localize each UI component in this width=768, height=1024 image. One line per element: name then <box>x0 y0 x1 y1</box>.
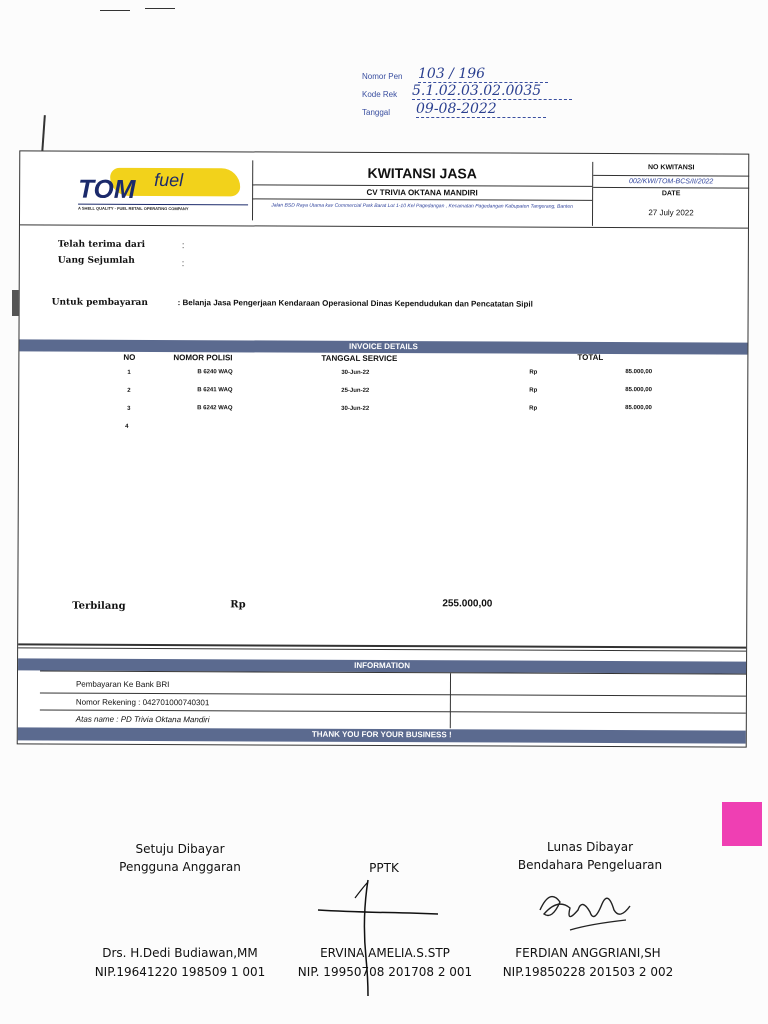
telah-colon: : <box>181 240 185 251</box>
row-rp: Rp <box>529 369 538 376</box>
row-polisi: B 6240 WAQ <box>197 369 233 376</box>
logo-main: TOM <box>78 173 136 204</box>
receipt <box>17 150 750 747</box>
row-tanggal: 25-Jun-22 <box>341 387 370 394</box>
logo-sub: fuel <box>154 169 184 191</box>
col-tanggal-header: TANGGAL SERVICE <box>321 353 398 364</box>
invoice-details-bar: INVOICE DETAILS <box>19 339 747 354</box>
info-atas: Atas name : PD Trivia Oktana Mandiri <box>75 714 210 725</box>
telah-label: Telah terima dari <box>57 239 146 250</box>
terbilang-value: 255.000,00 <box>442 598 493 610</box>
col-no-header: NO <box>123 352 136 362</box>
col-polisi-header: NOMOR POLISI <box>173 353 233 363</box>
pptk-nip: NIP. 19950708 201708 2 001 <box>297 965 473 979</box>
pptk-title: PPTK <box>369 861 399 875</box>
row-rp: Rp <box>529 405 538 412</box>
receipt-header <box>20 159 748 228</box>
information-bar: INFORMATION <box>18 658 746 673</box>
signature-right <box>490 840 690 872</box>
tom-fuel-logo <box>42 160 253 221</box>
row-total: 85.000,00 <box>625 369 653 376</box>
receipt-title: KWITANSI JASA <box>367 164 477 182</box>
row-tanggal: 30-Jun-22 <box>341 405 370 412</box>
scan-mark-top <box>100 10 130 11</box>
company-name: CV TRIVIA OKTANA MANDIRI <box>252 184 592 200</box>
signature-left <box>80 842 280 874</box>
info-col-divider <box>450 673 451 728</box>
row-no: 3 <box>127 405 131 412</box>
stamp-tanggal-label: Tanggal <box>362 108 391 117</box>
info-bank: Pembayaran Ke Bank BRI <box>75 679 170 690</box>
thank-you-bar: THANK YOU FOR YOUR BUSINESS ! <box>18 727 746 743</box>
pink-sticky-tab <box>722 802 762 846</box>
uang-label: Uang Sejumlah <box>57 255 135 266</box>
right-paid-line2: Bendahara Pengeluaran <box>517 858 663 872</box>
untuk-label: Untuk pembayaran <box>51 297 148 308</box>
row-no: 4 <box>125 423 129 430</box>
uang-colon: : <box>181 258 185 269</box>
row-total: 85.000,00 <box>625 387 652 394</box>
row-rp: Rp <box>529 387 538 394</box>
info-rekening: Nomor Rekening : 042701000740301 <box>75 697 210 708</box>
info-line-1 <box>40 693 746 697</box>
left-approval-line1: Setuju Dibayar <box>135 842 225 856</box>
no-kwitansi-label: NO KWITANSI <box>647 164 695 172</box>
scan-mark-top-2 <box>145 8 175 9</box>
terbilang-rp: Rp <box>230 599 246 611</box>
stamp-nomor-value: 103 / 196 <box>418 66 548 83</box>
bendahara-name: FERDIAN ANGGRIANI,SH <box>515 946 661 960</box>
left-approval-line2: Pengguna Anggaran <box>119 860 241 874</box>
stamp-kode-label: Kode Rek <box>362 90 398 99</box>
pptk-signature <box>310 878 450 998</box>
signature-left-name: Drs. H.Dedi Budiawan,MM <box>102 946 258 960</box>
stamp-tanggal-value: 09-08-2022 <box>416 101 546 118</box>
pptk-name: ERVINA AMELIA.S.STP <box>320 946 450 960</box>
info-line-2 <box>40 710 746 714</box>
date-label: DATE <box>593 187 749 198</box>
stamp-kode-value: 5.1.02.03.02.0035 <box>412 83 572 100</box>
row-tanggal: 30-Jun-22 <box>341 369 370 376</box>
stamp-nomor-label: Nomor Pen <box>362 72 403 81</box>
terbilang-label: Terbilang <box>72 600 126 612</box>
signature-left-nip: NIP.19641220 198509 1 001 <box>94 965 266 979</box>
right-paid-line1: Lunas Dibayar <box>546 840 634 854</box>
row-polisi: B 6242 WAQ <box>197 405 233 412</box>
bendahara-signature <box>530 880 650 940</box>
date-value: 27 July 2022 <box>648 208 694 218</box>
bendahara-nip: NIP.19850228 201503 2 002 <box>502 965 674 979</box>
company-address: Jalan BSD Raya Utama kav Commercial Park Barat Lot 1-10 Kel Pagedangan , Kecamatan Pagedangan Kabupaten Tangerang, Banten <box>271 202 573 210</box>
row-no: 1 <box>127 369 131 376</box>
info-table <box>40 671 746 730</box>
row-polisi: B 6241 WAQ <box>197 387 233 394</box>
logo-tagline: A SHELL QUALITY · FUEL RETAIL OPERATING COMPANY <box>78 204 248 212</box>
row-no: 2 <box>127 387 131 394</box>
receipt-meta <box>592 162 749 227</box>
untuk-value: : Belanja Jasa Pengerjaan Kendaraan Operasional Dinas Kependudukan dan Pencatatan Sipil <box>177 298 533 309</box>
row-total: 85.000,00 <box>625 405 652 412</box>
archive-stamp <box>362 68 582 124</box>
no-kwitansi-value: 002/KWI/TOM-BCS/II/2022 <box>593 175 749 186</box>
col-total-header: TOTAL <box>577 352 604 362</box>
